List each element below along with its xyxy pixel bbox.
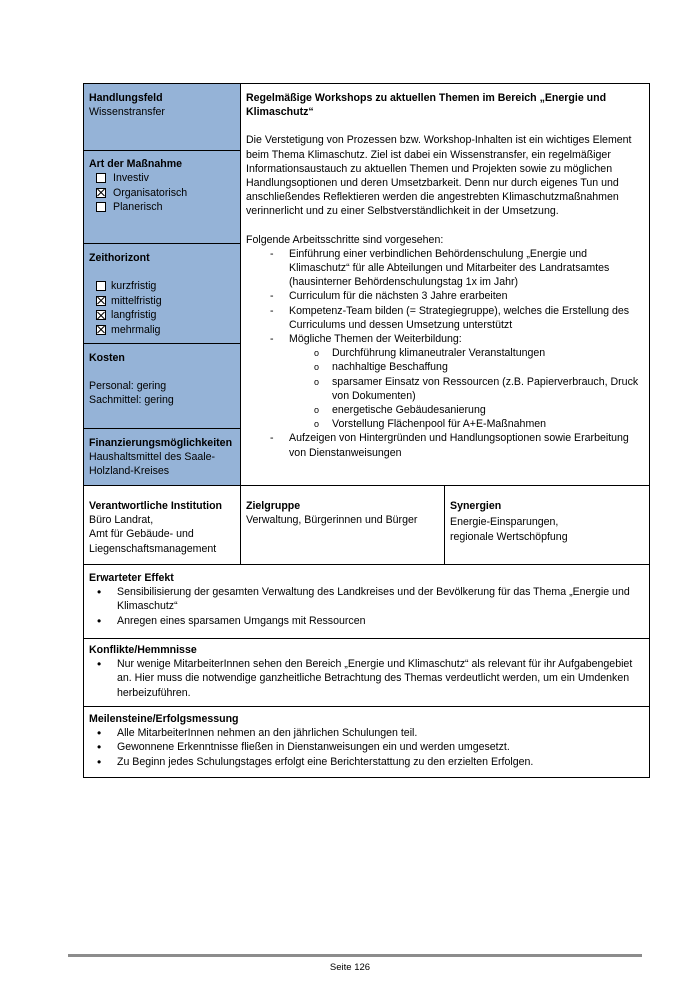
art-der-massnahme-cell	[89, 157, 237, 215]
list-item	[89, 585, 644, 613]
divider	[84, 243, 241, 244]
synergien-line: Energie-Einsparungen,	[450, 515, 559, 528]
synergien-line: regionale Wertschöpfung	[450, 531, 568, 543]
checkbox-icon	[96, 173, 106, 183]
checkbox-label: Planerisch	[113, 201, 163, 214]
checked-checkbox-icon	[96, 188, 106, 198]
list-item-text: energetische Gebäudesanierung	[332, 404, 486, 417]
institution-cell	[89, 499, 237, 556]
list-item	[89, 614, 644, 628]
divider	[84, 706, 649, 707]
intro-text: Die Verstetigung von Prozessen bzw. Workshop-Inhalten ist ein wichtiges Element beim Thema Klimaschutz. Ziel ist dabei ein Wissenstransfer, ein regelmäßiger Informationsaustauch zu aktuellen Themen und Projekten sowie zu möglichen Handlungsoptionen und deren Umsetzbarkeit. Denn nur durch eigenes Tun und anschließendes Reflektieren werden die angestrebten Klimaschutzmaßnahmen verinnerlicht und zu einer Selbstverständlichkeit in der Umsetzung.	[246, 134, 632, 218]
list-item	[246, 360, 642, 374]
circle-marker: o	[314, 419, 320, 430]
bullet-marker: •	[97, 657, 102, 672]
checkbox-label: langfristig	[111, 309, 157, 322]
list-item-text: Sensibilisierung der gesamten Verwaltung des Landkreises und der Bevölkerung für das Thema „Energie und Klimaschutz“	[117, 586, 630, 613]
divider	[444, 485, 445, 565]
handlungsfeld-value: Wissenstransfer	[89, 106, 165, 119]
meilensteine-label: Meilensteine/Erfolgsmessung	[89, 713, 239, 725]
list-item	[246, 332, 642, 346]
checkbox-option	[96, 323, 237, 338]
bullet-marker: •	[97, 613, 102, 628]
list-item-text: Durchführung klimaneutraler Veranstaltungen	[332, 347, 546, 360]
list-item	[246, 431, 642, 459]
bullet-marker: •	[97, 754, 102, 769]
dash-marker: -	[270, 432, 274, 445]
list-item	[246, 346, 642, 360]
dash-marker: -	[270, 333, 274, 346]
effekt-label: Erwarteter Effekt	[89, 572, 174, 584]
zielgruppe-label: Zielgruppe	[246, 500, 301, 512]
kosten-sachmittel: Sachmittel: gering	[89, 394, 174, 407]
description-cell	[246, 91, 642, 460]
dash-marker: -	[270, 304, 274, 317]
list-item	[246, 417, 642, 431]
kosten-personal: Personal: gering	[89, 380, 167, 393]
checkbox-label: mehrmalig	[111, 323, 161, 336]
finanzierung-label: Finanzierungsmöglichkeiten	[89, 437, 233, 449]
list-item-text: Zu Beginn jedes Schulungstages erfolgt eine Berichterstattung zu den erzielten Erfolgen.	[117, 755, 534, 768]
divider	[84, 564, 649, 565]
handlungsfeld-label: Handlungsfeld	[89, 92, 163, 104]
checkbox-option	[96, 171, 237, 186]
checkbox-label: Organisatorisch	[113, 186, 188, 199]
themes-list	[246, 346, 642, 431]
list-item	[246, 304, 642, 332]
steps-list-continued	[246, 431, 642, 459]
list-item-text: Nur wenige MitarbeiterInnen sehen den Bereich „Energie und Klimaschutz“ als relevant für ihr Aufgabengebiet an. Hier muss die notwendige ganzheitliche Betrachtung des Themas verdeutlicht werden, um ein Umdenken herbeizuführen.	[117, 658, 633, 699]
list-item	[89, 755, 644, 769]
finanzierung-cell	[89, 436, 237, 479]
circle-marker: o	[314, 348, 320, 359]
effekt-list	[89, 585, 644, 628]
bullet-marker: •	[97, 726, 102, 741]
divider	[84, 638, 649, 639]
zielgruppe-cell	[246, 499, 440, 527]
synergien-cell	[450, 499, 645, 546]
checkbox-option	[96, 200, 237, 215]
circle-marker: o	[314, 405, 320, 416]
divider	[84, 150, 241, 151]
list-item-text: nachhaltige Beschaffung	[332, 361, 448, 374]
checked-checkbox-icon	[96, 296, 106, 306]
list-item-text: Alle MitarbeiterInnen nehmen an den jährlichen Schulungen teil.	[117, 727, 418, 740]
institution-line: Büro Landrat,	[89, 514, 154, 527]
checked-checkbox-icon	[96, 310, 106, 320]
institution-label: Verantwortliche Institution	[89, 500, 223, 512]
measure-title: Regelmäßige Workshops zu aktuellen Themen im Bereich „Energie und Klimaschutz“	[246, 92, 607, 119]
kosten-cell	[89, 351, 237, 408]
kosten-label: Kosten	[89, 352, 125, 364]
list-item-text: Vorstellung Flächenpool für A+E-Maßnahmen	[332, 418, 547, 431]
list-item-text: Curriculum für die nächsten 3 Jahre erarbeiten	[289, 290, 508, 303]
list-item-text: Aufzeigen von Hintergründen und Handlungsoptionen sowie Erarbeitung von Dienstanweisungen	[289, 432, 629, 459]
sidebar-divider	[240, 84, 241, 565]
list-item	[246, 375, 642, 403]
institution-line: Amt für Gebäude- und Liegenschaftsmanagement	[89, 528, 217, 555]
checkbox-label: mittelfristig	[111, 294, 162, 307]
footer-rule	[68, 954, 642, 957]
divider	[84, 428, 241, 429]
checkbox-label: Investiv	[113, 172, 149, 185]
bullet-marker: •	[97, 740, 102, 755]
konflikte-cell	[89, 643, 644, 700]
effekt-cell	[89, 571, 644, 628]
list-item-text: Gewonnene Erkenntnisse fließen in Dienstanweisungen ein und werden umgesetzt.	[117, 741, 510, 754]
list-item-text: Anregen eines sparsamen Umgangs mit Ressourcen	[117, 614, 366, 627]
zeithorizont-label: Zeithorizont	[89, 252, 150, 264]
meilensteine-cell	[89, 712, 644, 769]
list-item	[246, 247, 642, 290]
zeithorizont-cell	[89, 251, 237, 337]
steps-list	[246, 247, 642, 346]
page-number: Seite 126	[329, 962, 371, 973]
dash-marker: -	[270, 247, 274, 260]
steps-intro: Folgende Arbeitsschritte sind vorgesehen:	[246, 233, 444, 246]
list-item	[246, 403, 642, 417]
circle-marker: o	[314, 376, 320, 387]
list-item	[89, 740, 644, 754]
synergien-label: Synergien	[450, 500, 502, 512]
divider	[84, 343, 241, 344]
handlungsfeld-cell	[89, 91, 237, 119]
list-item	[89, 726, 644, 740]
meilensteine-list	[89, 726, 644, 769]
list-item-text: Kompetenz-Team bilden (= Strategiegruppe), welches die Erstellung des Curriculums und dessen Umsetzung unterstützt	[289, 304, 630, 331]
checkbox-option	[96, 308, 237, 323]
checkbox-option	[96, 279, 237, 294]
checkbox-option	[96, 186, 237, 201]
bullet-marker: •	[97, 585, 102, 600]
divider	[84, 485, 649, 486]
finanzierung-value: Haushaltsmittel des Saale-Holzland-Kreises	[89, 451, 216, 478]
list-item-text: Einführung einer verbindlichen Behördenschulung „Energie und Klimaschutz“ für alle Abteilungen und Mitarbeiter des Landratsamtes (hausinterner Behördenschulungstag 1x im Jahr)	[289, 247, 610, 289]
list-item-text: Mögliche Themen der Weiterbildung:	[289, 333, 462, 346]
zielgruppe-value: Verwaltung, Bürgerinnen und Bürger	[246, 514, 418, 527]
art-der-massnahme-label: Art der Maßnahme	[89, 158, 183, 170]
checkbox-icon	[96, 281, 106, 291]
checkbox-icon	[96, 202, 106, 212]
circle-marker: o	[314, 362, 320, 373]
list-item	[89, 657, 644, 700]
checked-checkbox-icon	[96, 325, 106, 335]
konflikte-list	[89, 657, 644, 700]
checkbox-label: kurzfristig	[111, 280, 157, 293]
list-item-text: sparsamer Einsatz von Ressourcen (z.B. Papierverbrauch, Druck von Dokumenten)	[332, 375, 639, 402]
checkbox-option	[96, 294, 237, 309]
list-item	[246, 289, 642, 303]
konflikte-label: Konflikte/Hemmnisse	[89, 644, 197, 656]
dash-marker: -	[270, 290, 274, 303]
